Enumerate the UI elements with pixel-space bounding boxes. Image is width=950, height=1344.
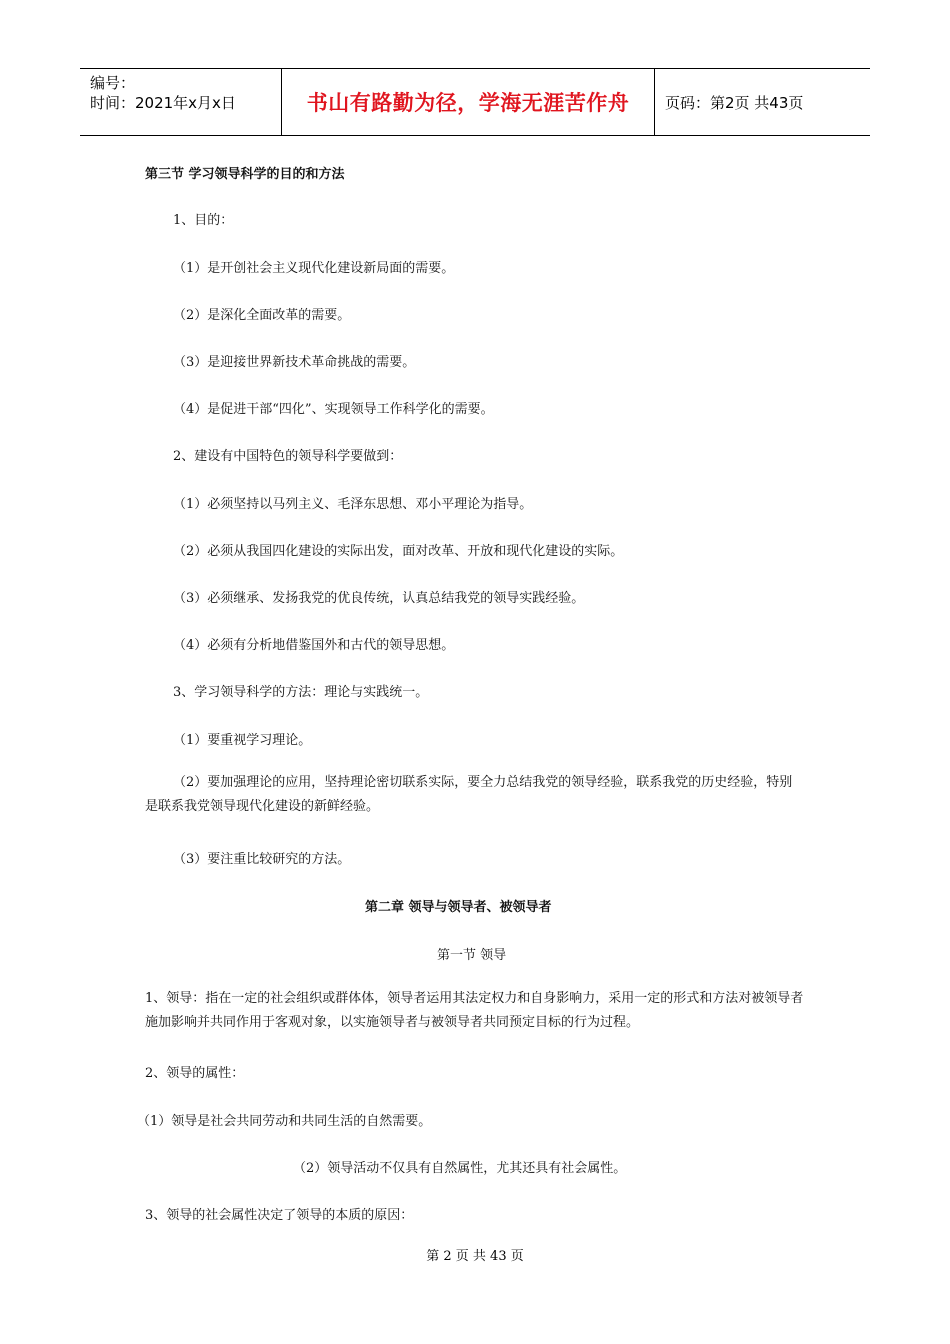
list-item: （2）是深化全面改革的需要。 xyxy=(173,308,351,323)
paragraph-heading: 1、目的： xyxy=(173,213,234,228)
list-item: （2）领导活动不仅具有自然属性，尤其还具有社会属性。 xyxy=(293,1161,627,1176)
paragraph-heading: 2、领导的属性： xyxy=(145,1066,245,1081)
section-title: 第一节 领导 xyxy=(437,948,507,963)
list-item: （1）要重视学习理论。 xyxy=(173,733,312,748)
header-motto: 书山有路勤为径，学海无涯苦作舟 xyxy=(306,91,630,115)
list-item: （2）必须从我国四化建设的实际出发，面对改革、开放和现代化建设的实际。 xyxy=(173,544,624,559)
list-item: （2）要加强理论的应用，坚持理论密切联系实际，要全力总结我党的领导经验，联系我党的历史经验，特别是联系我党领导现代化建设的新鲜经验。 xyxy=(145,775,793,814)
list-item: （4）必须有分析地借鉴国外和古代的领导思想。 xyxy=(173,638,455,653)
section-title: 第三节 学习领导科学的目的和方法 xyxy=(145,167,345,182)
paragraph-heading: 3、领导的社会属性决定了领导的本质的原因： xyxy=(145,1208,414,1223)
list-item: （1）必须坚持以马列主义、毛泽东思想、邓小平理论为指导。 xyxy=(173,497,533,512)
document-time-label: 时间：2021年x月x日 xyxy=(90,94,236,112)
list-item: （3）是迎接世界新技术革命挑战的需要。 xyxy=(173,355,416,370)
document-number-label: 编号： xyxy=(90,74,136,92)
page-footer: 第 2 页 共 43 页 xyxy=(426,1249,524,1264)
paragraph-heading: 2、建设有中国特色的领导科学要做到： xyxy=(173,449,403,464)
list-item: （3）必须继承、发扬我党的优良传统，认真总结我党的领导实践经验。 xyxy=(173,591,585,606)
paragraph-heading: 3、学习领导科学的方法：理论与实践统一。 xyxy=(173,685,429,700)
header-page-info: 页码：第2页 共43页 xyxy=(665,93,804,112)
definition-paragraph: 1、领导：指在一定的社会组织或群体体，领导者运用其法定权力和自身影响力，采用一定的形式和方法对被领导者施加影响并共同作用于客观对象，以实施领导者与被领导者共同预定目标的行为过程。 xyxy=(145,991,804,1030)
header-motto-cell xyxy=(282,69,655,135)
chapter-title: 第二章 领导与领导者、被领导者 xyxy=(365,900,552,915)
page-header xyxy=(80,68,870,136)
list-item: （1）领导是社会共同劳动和共同生活的自然需要。 xyxy=(137,1114,432,1129)
list-item: （3）要注重比较研究的方法。 xyxy=(173,852,351,867)
header-meta xyxy=(80,69,282,135)
list-item: （1）是开创社会主义现代化建设新局面的需要。 xyxy=(173,261,455,276)
list-item: （4）是促进干部“四化”、实现领导工作科学化的需要。 xyxy=(173,402,494,417)
